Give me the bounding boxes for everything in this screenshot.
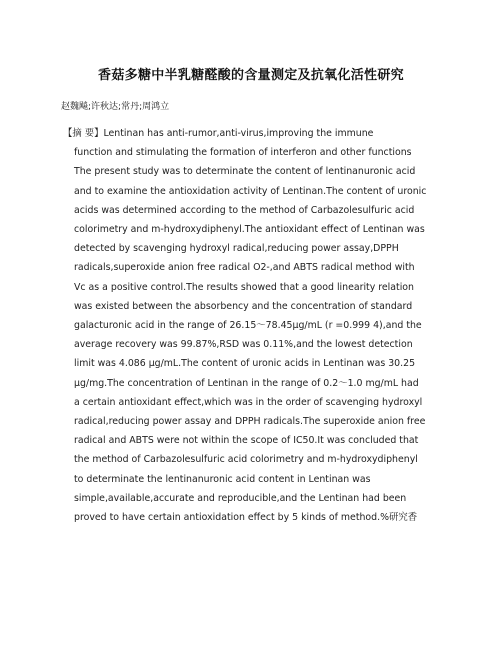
abstract-line: to determinate the lentinanuronic acid content in Lentinan was <box>74 473 371 485</box>
abstract-line-text: Lentinan has anti-rumor,anti-virus,improving the immune <box>103 128 374 139</box>
abstract-line: radicals,superoxide anion free radical O2-,and ABTS radical method with <box>74 262 415 274</box>
abstract-line: The present study was to determinate the content of lentinanuronic acid <box>74 166 416 178</box>
abstract-line: a certain antioxidant effect,which was in the order of scavenging hydroxyl <box>74 396 423 408</box>
abstract-line: radical,reducing power assay and DPPH radicals.The superoxide anion free <box>74 416 426 428</box>
abstract-line: proved to have certain antioxidation effect by 5 kinds of method.%研究香 <box>74 512 418 524</box>
abstract-line: average recovery was 99.87%,RSD was 0.11%,and the lowest detection <box>74 339 413 351</box>
abstract-line: limit was 4.086 μg/mL.The content of uronic acids in Lentinan was 30.25 <box>74 358 416 370</box>
abstract-line: and to examine the antioxidation activity of Lentinan.The content of uronic <box>74 185 427 197</box>
abstract-line: was existed between the absorbency and the concentration of standard <box>74 300 413 312</box>
abstract-line: Vc as a positive control.The results showed that a good linearity relation <box>74 281 414 293</box>
abstract-line: simple,available,accurate and reproducible,and the Lentinan had been <box>74 492 407 504</box>
abstract-line: detected by scavenging hydroxyl radical,reducing power assay,DPPH <box>74 243 399 255</box>
abstract-line: colorimetry and m-hydroxydiphenyl.The antioxidant effect of Lentinan was <box>74 224 425 236</box>
abstract-line: radical and ABTS were not within the scope of IC50.It was concluded that <box>74 435 419 447</box>
abstract-line: acids was determined according to the method of Carbazolesulfuric acid <box>74 204 415 216</box>
abstract-line <box>63 124 451 143</box>
author-list: 赵魏飚;许秋达;常丹;周鸿立 <box>61 102 170 112</box>
abstract-tag: 【摘 要】 <box>63 128 104 139</box>
abstract-line: function and stimulating the formation of interferon and other functions <box>74 147 412 159</box>
paper-title: 香菇多糖中半乳糖醛酸的含量测定及抗氧化活性研究 <box>98 68 404 83</box>
abstract-line: galacturonic acid in the range of 26.15～78.45μg/mL (r =0.999 4),and the <box>74 320 422 332</box>
abstract-line: the method of Carbazolesulfuric acid colorimetry and m-hydroxydiphenyl <box>74 454 418 466</box>
abstract-line: μg/mg.The concentration of Lentinan in the range of 0.2～1.0 mg/mL had <box>74 377 419 389</box>
abstract <box>61 124 451 527</box>
